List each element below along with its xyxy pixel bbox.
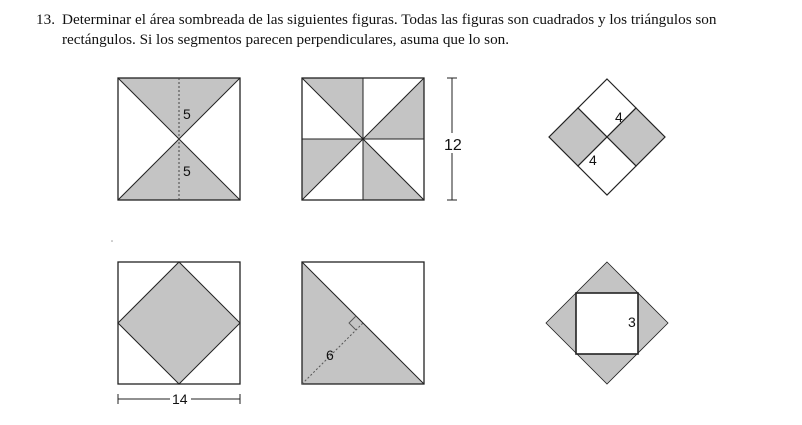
dimension-label: 14 bbox=[172, 391, 188, 407]
side-label: 3 bbox=[628, 314, 636, 330]
figure-square-with-triangles bbox=[546, 262, 668, 384]
height-label-bottom: 5 bbox=[183, 163, 191, 179]
figure-pinwheel-square bbox=[302, 78, 467, 200]
dimension-label: 12 bbox=[444, 137, 462, 154]
altitude-label: 6 bbox=[326, 347, 334, 363]
figure-diamond-four-squares bbox=[549, 79, 665, 195]
figure-hourglass-square bbox=[118, 78, 240, 200]
problem-text: Determinar el área sombreada de las siguientes figuras. Todas las figuras son cuadrados y los triángulos son rectángulos. Si los segmentos parecen perpendiculares, asuma que lo son. bbox=[62, 11, 717, 48]
figure-inscribed-diamond bbox=[118, 262, 240, 407]
figure-half-triangle bbox=[302, 262, 424, 384]
height-label-top: 5 bbox=[183, 106, 191, 122]
stray-dot bbox=[111, 240, 113, 242]
side-label-left: 4 bbox=[589, 152, 597, 168]
problem-number: 13. bbox=[36, 11, 55, 28]
side-label-top: 4 bbox=[615, 109, 623, 125]
